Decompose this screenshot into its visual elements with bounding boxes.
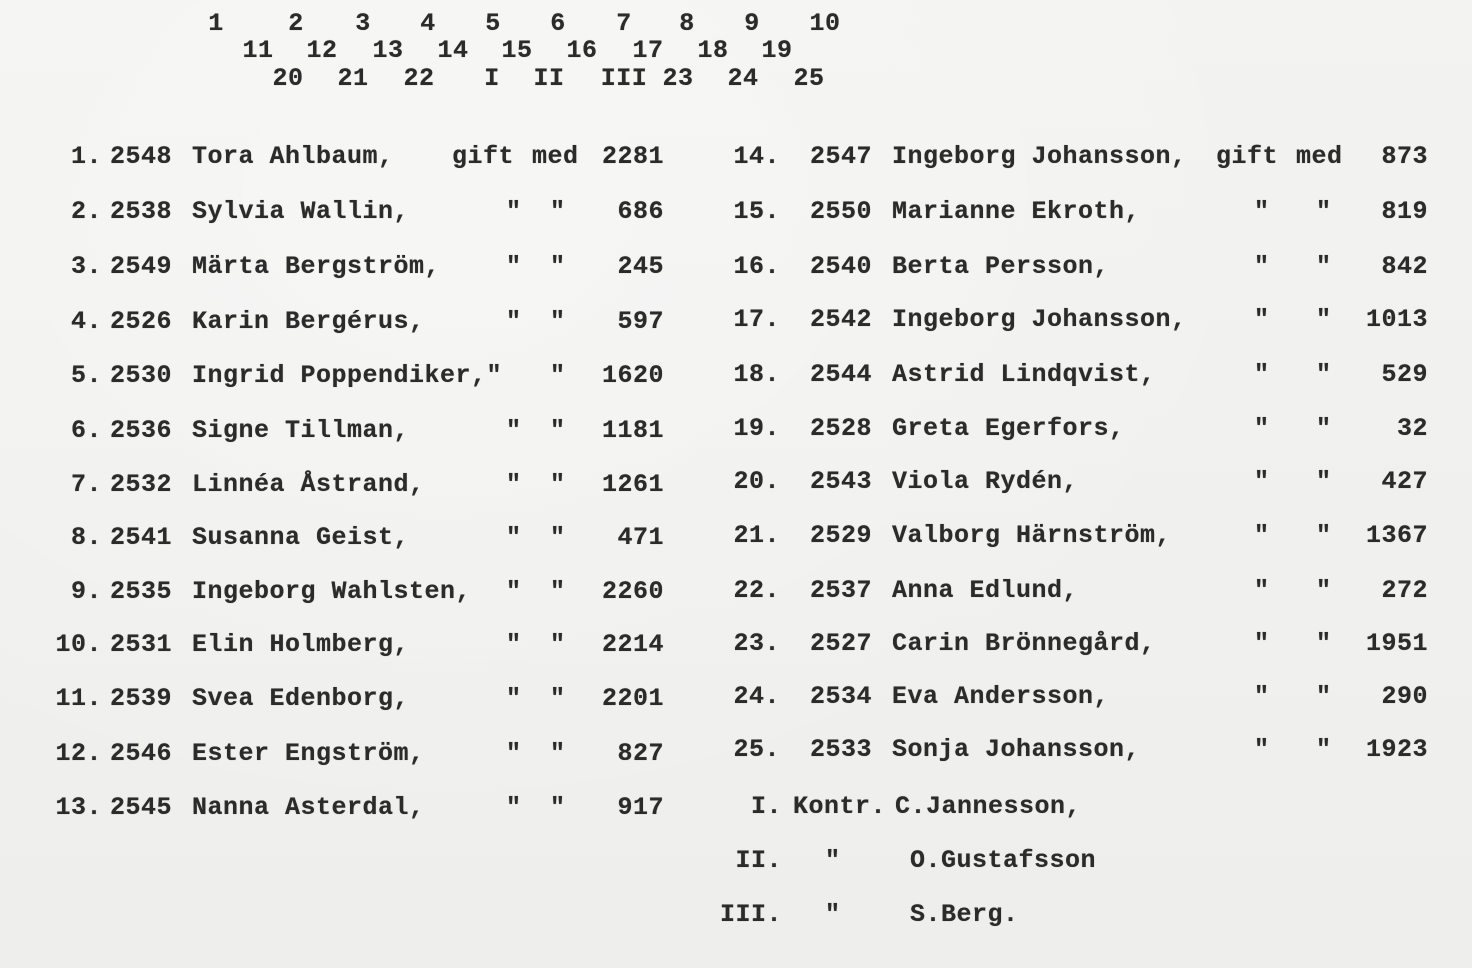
entry-name: Marianne Ekroth, (892, 197, 1141, 226)
entry-number: 9. (70, 577, 102, 606)
entry-id: 2535 (110, 577, 173, 606)
entry-spouse-id: 597 (617, 307, 664, 336)
seat-number: 21 (337, 64, 369, 93)
official-numeral: II. (735, 846, 782, 875)
ditto-mark: " (506, 416, 522, 445)
ditto-mark: " (550, 630, 566, 659)
ditto-mark: " (550, 523, 566, 552)
entry-spouse-id: 1951 (1365, 629, 1428, 658)
entry-id: 2527 (810, 629, 873, 658)
entry-spouse-id: 842 (1381, 252, 1428, 281)
ditto-mark: " (550, 361, 566, 390)
seat-number: 2 (288, 9, 304, 38)
entry-name: Nanna Asterdal, (192, 793, 425, 822)
ditto-mark: " (1254, 682, 1270, 711)
ditto-mark: " (1316, 629, 1332, 658)
entry-name: Viola Rydén, (892, 467, 1079, 496)
entry-spouse-id: 2201 (601, 684, 664, 713)
entry-name: Berta Persson, (892, 252, 1110, 281)
entry-spouse-id: 290 (1381, 682, 1428, 711)
entry-spouse-id: 1620 (601, 361, 664, 390)
entry-spouse-id: 917 (617, 793, 664, 822)
entry-id: 2544 (810, 360, 873, 389)
entry-name: Sylvia Wallin, (192, 197, 410, 226)
entry-name: Ester Engström, (192, 739, 425, 768)
entry-spouse-id: 819 (1381, 197, 1428, 226)
entry-number: 16. (733, 252, 780, 281)
ditto-mark: " (1316, 305, 1332, 334)
entry-name: Ingeborg Johansson, (892, 142, 1187, 171)
entry-name: Susanna Geist, (192, 523, 410, 552)
ditto-mark: " (1316, 414, 1332, 443)
ditto-mark: " (1316, 197, 1332, 226)
entry-spouse-id: 2214 (601, 630, 664, 659)
entry-id: 2541 (110, 523, 173, 552)
ditto-mark: " (506, 739, 522, 768)
seat-number: II (533, 64, 565, 93)
ditto-mark: " (550, 252, 566, 281)
seat-number: III (600, 64, 648, 93)
seat-number: 18 (697, 36, 729, 65)
entry-married-word: gift (452, 142, 515, 171)
ditto-mark: " (550, 577, 566, 606)
ditto-mark: " (506, 252, 522, 281)
ditto-mark: " (1254, 360, 1270, 389)
entry-spouse-id: 32 (1396, 414, 1428, 443)
ditto-mark: " (506, 307, 522, 336)
entry-id: 2549 (110, 252, 173, 281)
ditto-mark: " (1254, 305, 1270, 334)
seat-number: 10 (809, 9, 841, 38)
seat-number: 7 (616, 9, 632, 38)
entry-number: 1. (70, 142, 102, 171)
entry-number: 3. (70, 252, 102, 281)
entry-id: 2536 (110, 416, 173, 445)
ditto-mark: " (1254, 197, 1270, 226)
ditto-mark: " (1316, 682, 1332, 711)
entry-spouse-id: 686 (617, 197, 664, 226)
entry-name: Ingeborg Wahlsten, (192, 577, 472, 606)
ditto-mark: " (1254, 521, 1270, 550)
entry-id: 2539 (110, 684, 173, 713)
entry-number: 13. (55, 793, 102, 822)
entry-name: Valborg Härnström, (892, 521, 1172, 550)
seat-number: 24 (727, 64, 759, 93)
entry-id: 2530 (110, 361, 173, 390)
entry-id: 2546 (110, 739, 173, 768)
entry-number: 14. (733, 142, 780, 171)
ditto-mark: " (506, 577, 522, 606)
entry-id: 2533 (810, 735, 873, 764)
entry-name: Signe Tillman, (192, 416, 410, 445)
entry-spouse-id: 245 (617, 252, 664, 281)
ditto-mark: " (550, 739, 566, 768)
seat-number: 11 (242, 36, 274, 65)
entry-id: 2550 (810, 197, 873, 226)
ditto-mark: " (1316, 735, 1332, 764)
entry-name: Eva Andersson, (892, 682, 1110, 711)
entry-name: Greta Egerfors, (892, 414, 1125, 443)
entry-name: Elin Holmberg, (192, 630, 410, 659)
entry-id: 2531 (110, 630, 173, 659)
entry-spouse-id: 1261 (601, 470, 664, 499)
seat-number: 5 (485, 9, 501, 38)
entry-spouse-id: 427 (1381, 467, 1428, 496)
ditto-mark: " (506, 470, 522, 499)
entry-spouse-id: 1181 (601, 416, 664, 445)
entry-number: 19. (733, 414, 780, 443)
entry-number: 20. (733, 467, 780, 496)
entry-name: Tora Ahlbaum, (192, 142, 394, 171)
entry-id: 2540 (810, 252, 873, 281)
ditto-mark: " (506, 793, 522, 822)
seat-number: 20 (272, 64, 304, 93)
seat-number: 1 (208, 9, 224, 38)
entry-number: 22. (733, 576, 780, 605)
seat-number: 22 (403, 64, 435, 93)
entry-number: 11. (55, 684, 102, 713)
official-name: O.Gustafsson (910, 846, 1097, 875)
entry-name: Carin Brönnegård, (892, 629, 1156, 658)
entry-spouse-id: 1367 (1365, 521, 1428, 550)
entry-number: 8. (70, 523, 102, 552)
ditto-mark: " (1254, 576, 1270, 605)
entry-with-word: med (532, 142, 579, 171)
ditto-mark: " (1316, 360, 1332, 389)
entry-number: 25. (733, 735, 780, 764)
ditto-mark: " (1316, 252, 1332, 281)
ditto-mark: " (1316, 521, 1332, 550)
ditto-mark: " (1254, 735, 1270, 764)
entry-spouse-id: 272 (1381, 576, 1428, 605)
seat-number: 9 (744, 9, 760, 38)
seat-number: 25 (793, 64, 825, 93)
entry-name: Anna Edlund, (892, 576, 1079, 605)
entry-number: 4. (70, 307, 102, 336)
ditto-mark: " (825, 900, 841, 929)
entry-number: 7. (70, 470, 102, 499)
seat-number: 3 (355, 9, 371, 38)
entry-name: Ingeborg Johansson, (892, 305, 1187, 334)
entry-number: 10. (55, 630, 102, 659)
seat-number: 4 (420, 9, 436, 38)
entry-name: Märta Bergström, (192, 252, 441, 281)
entry-name: Ingrid Poppendiker," (192, 361, 503, 390)
entry-number: 5. (70, 361, 102, 390)
ditto-mark: " (1254, 629, 1270, 658)
seat-number: 13 (372, 36, 404, 65)
entry-id: 2543 (810, 467, 873, 496)
entry-id: 2548 (110, 142, 173, 171)
entry-number: 23. (733, 629, 780, 658)
entry-with-word: med (1296, 142, 1343, 171)
entry-number: 6. (70, 416, 102, 445)
seat-number: 19 (761, 36, 793, 65)
ditto-mark: " (550, 684, 566, 713)
entry-number: 17. (733, 305, 780, 334)
entry-id: 2532 (110, 470, 173, 499)
ditto-mark: " (506, 630, 522, 659)
ditto-mark: " (1254, 252, 1270, 281)
seat-number: 23 (662, 64, 694, 93)
entry-id: 2547 (810, 142, 873, 171)
official-numeral: I. (750, 792, 782, 821)
seat-number: 14 (437, 36, 469, 65)
official-name: S.Berg. (910, 900, 1019, 929)
entry-number: 2. (70, 197, 102, 226)
entry-number: 12. (55, 739, 102, 768)
seat-number: 17 (632, 36, 664, 65)
seat-number: I (484, 64, 500, 93)
entry-number: 21. (733, 521, 780, 550)
entry-name: Linnéa Åstrand, (192, 470, 425, 499)
entry-id: 2526 (110, 307, 173, 336)
official-name: C.Jannesson, (895, 792, 1082, 821)
entry-name: Karin Bergérus, (192, 307, 425, 336)
ditto-mark: " (550, 307, 566, 336)
official-title: Kontr. (793, 792, 887, 821)
entry-spouse-id: 1923 (1365, 735, 1428, 764)
ditto-mark: " (1316, 467, 1332, 496)
entry-name: Svea Edenborg, (192, 684, 410, 713)
ditto-mark: " (550, 416, 566, 445)
entry-id: 2537 (810, 576, 873, 605)
ditto-mark: " (550, 793, 566, 822)
entry-spouse-id: 1013 (1365, 305, 1428, 334)
seat-number: 15 (501, 36, 533, 65)
entry-number: 24. (733, 682, 780, 711)
entry-id: 2529 (810, 521, 873, 550)
ditto-mark: " (1254, 414, 1270, 443)
entry-id: 2528 (810, 414, 873, 443)
ditto-mark: " (506, 523, 522, 552)
entry-spouse-id: 827 (617, 739, 664, 768)
ditto-mark: " (506, 197, 522, 226)
entry-id: 2545 (110, 793, 173, 822)
entry-name: Astrid Lindqvist, (892, 360, 1156, 389)
entry-id: 2534 (810, 682, 873, 711)
ditto-mark: " (1316, 576, 1332, 605)
entry-spouse-id: 529 (1381, 360, 1428, 389)
ditto-mark: " (1254, 467, 1270, 496)
entry-spouse-id: 471 (617, 523, 664, 552)
entry-number: 15. (733, 197, 780, 226)
entry-id: 2538 (110, 197, 173, 226)
entry-married-word: gift (1216, 142, 1279, 171)
seat-number: 16 (566, 36, 598, 65)
ditto-mark: " (825, 846, 841, 875)
entry-spouse-id: 2281 (601, 142, 664, 171)
seat-number: 8 (679, 9, 695, 38)
seat-number: 12 (306, 36, 338, 65)
ditto-mark: " (550, 470, 566, 499)
ditto-mark: " (506, 684, 522, 713)
ditto-mark: " (550, 197, 566, 226)
entry-name: Sonja Johansson, (892, 735, 1141, 764)
entry-number: 18. (733, 360, 780, 389)
entry-spouse-id: 2260 (601, 577, 664, 606)
entry-spouse-id: 873 (1381, 142, 1428, 171)
seat-number: 6 (550, 9, 566, 38)
official-numeral: III. (719, 900, 782, 929)
entry-id: 2542 (810, 305, 873, 334)
